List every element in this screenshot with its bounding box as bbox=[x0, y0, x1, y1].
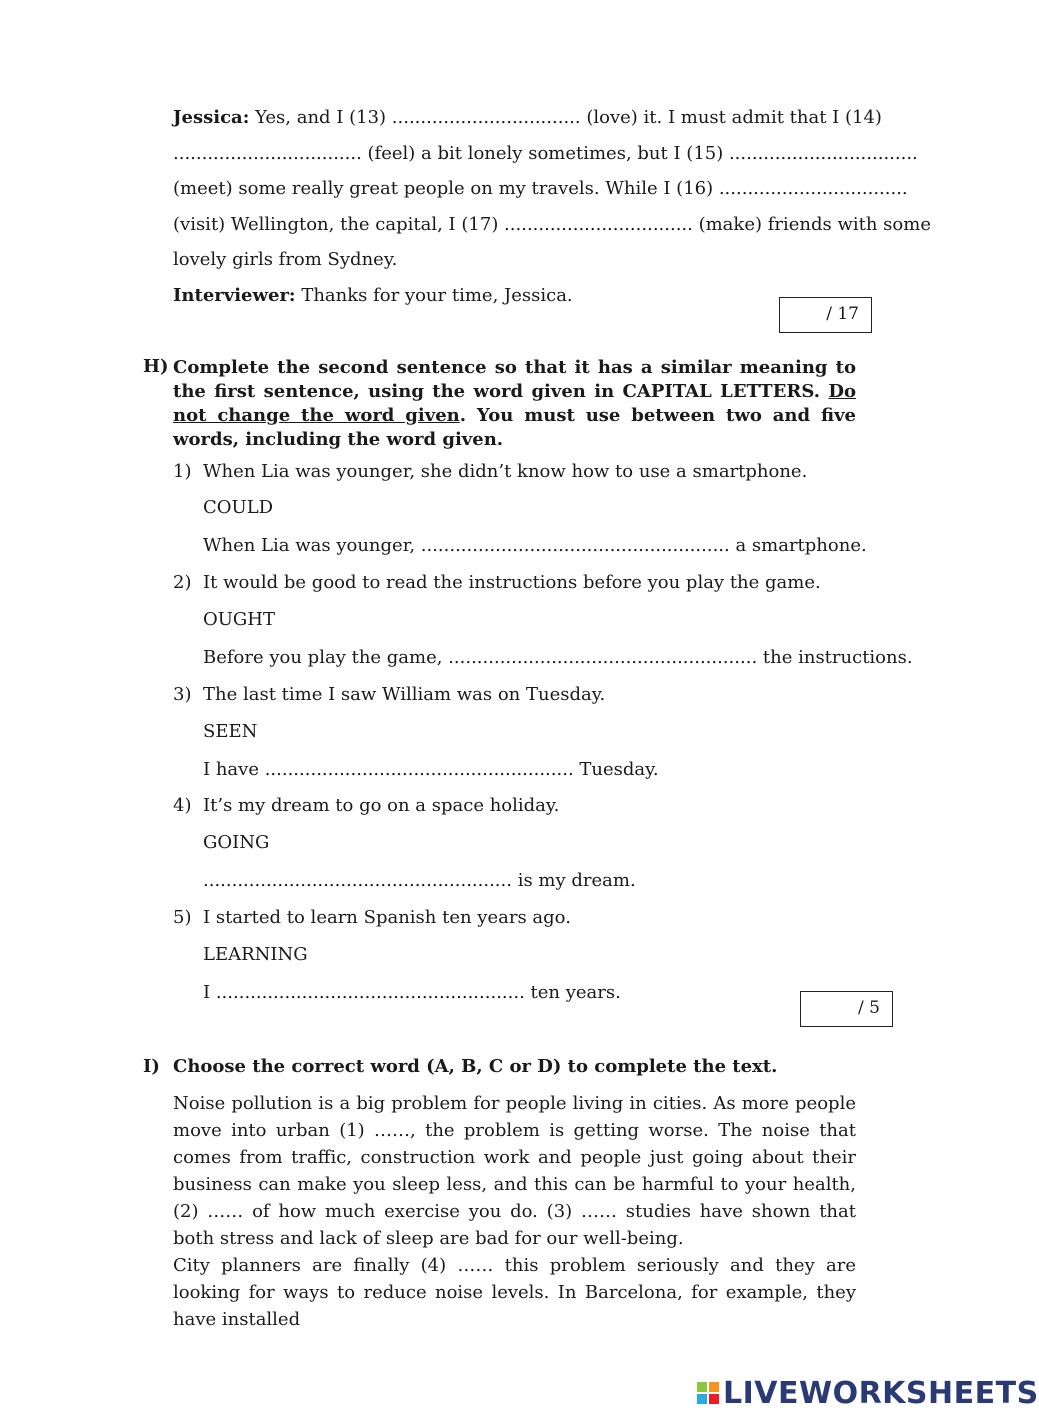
dialogue-line-17: (visit) Wellington, the capital, I (17) ................................. (make) friends with some bbox=[173, 214, 931, 235]
section-i-paragraph-2: City planners are finally (4) …… this problem seriously and they are looking for ways to reduce noise levels. In Barcelona, for example, they have installed bbox=[173, 1255, 856, 1330]
dialogue-line-16: (meet) some really great people on my travels. While I (16) ................................. bbox=[173, 178, 908, 199]
item-keyword: LEARNING bbox=[203, 944, 308, 965]
speaker-interviewer: Interviewer: bbox=[173, 285, 296, 306]
dialogue-text: Thanks for your time, Jessica. bbox=[295, 285, 573, 306]
section-i-paragraph-1: Noise pollution is a big problem for people living in cities. As more people move into urban (1) ……, the problem is getting worse. The noise that comes from traffic, construction work and people just going about their business can make you sleep less, and this can be harmful to your health, (2) …… of how much exercise you do. (3) …… studies have shown that both stress and lack of sleep are bad for our well-being. bbox=[173, 1093, 856, 1249]
logo-mark-icon bbox=[696, 1381, 720, 1405]
dialogue-text: Yes, and I (13) ................................. (love) it. I must admit that I (14) bbox=[249, 107, 882, 128]
section-h-instruction bbox=[173, 356, 856, 452]
item-keyword: SEEN bbox=[203, 721, 258, 742]
item-answer-line[interactable]: I ...................................................... ten years. bbox=[203, 982, 621, 1003]
section-i-instruction: Choose the correct word (A, B, C or D) to complete the text. bbox=[173, 1056, 778, 1077]
item-keyword: OUGHT bbox=[203, 609, 276, 630]
item-number: 3) bbox=[173, 684, 192, 705]
speaker-jessica: Jessica: bbox=[173, 107, 250, 128]
item-answer-line[interactable]: Before you play the game, ...................................................... the instructions. bbox=[203, 647, 913, 668]
instruction-underlined: Do not change the word given bbox=[173, 381, 856, 426]
item-number: 2) bbox=[173, 572, 192, 593]
section-h-letter: H) bbox=[143, 356, 169, 377]
score-box-17: / 17 bbox=[779, 297, 872, 333]
item-answer-line[interactable]: ...................................................... is my dream. bbox=[203, 870, 636, 891]
liveworksheets-logo bbox=[696, 1376, 1039, 1410]
section-i-letter: I) bbox=[143, 1056, 160, 1077]
item-sentence: I started to learn Spanish ten years ago. bbox=[203, 907, 571, 928]
item-number: 1) bbox=[173, 461, 192, 482]
dialogue-line-sydney: lovely girls from Sydney. bbox=[173, 249, 398, 270]
item-sentence: When Lia was younger, she didn’t know how to use a smartphone. bbox=[203, 461, 808, 482]
item-sentence: It would be good to read the instructions before you play the game. bbox=[203, 572, 821, 593]
item-answer-line[interactable]: When Lia was younger, ...................................................... a smartphone. bbox=[203, 535, 867, 556]
dialogue-line-15: ................................. (feel) a bit lonely sometimes, but I (15) ................................. bbox=[173, 143, 918, 164]
item-keyword: GOING bbox=[203, 832, 270, 853]
item-sentence: It’s my dream to go on a space holiday. bbox=[203, 795, 560, 816]
item-number: 4) bbox=[173, 795, 192, 816]
instruction-part: Complete the second sentence so that it has a similar meaning to the first sentence, using the word given in CAPITAL LETTERS. bbox=[173, 357, 856, 402]
instruction-part: . You must use between two and five words, including the word given. bbox=[173, 405, 856, 450]
score-box-5: / 5 bbox=[800, 991, 893, 1027]
item-keyword: COULD bbox=[203, 497, 274, 518]
item-number: 5) bbox=[173, 907, 192, 928]
logo-text: LIVEWORKSHEETS bbox=[723, 1375, 1039, 1411]
item-sentence: The last time I saw William was on Tuesday. bbox=[203, 684, 606, 705]
item-answer-line[interactable]: I have ...................................................... Tuesday. bbox=[203, 759, 659, 780]
dialogue-line-interviewer bbox=[173, 285, 573, 306]
dialogue-line-13-14 bbox=[173, 107, 882, 128]
